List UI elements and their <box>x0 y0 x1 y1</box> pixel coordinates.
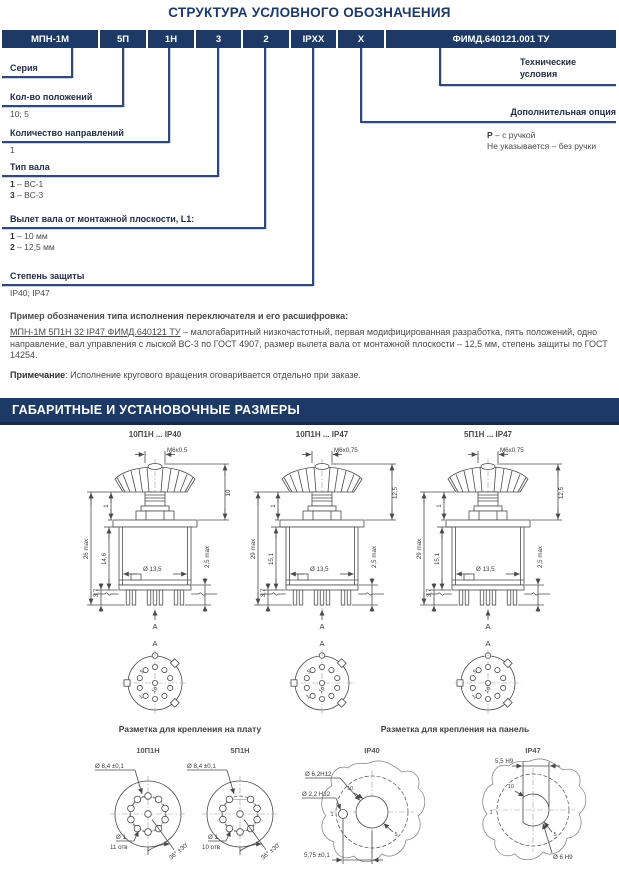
mounting-layouts <box>0 720 619 872</box>
m2-hole-count: 10 отв <box>202 844 221 851</box>
p1-main-dia: Ø 6,2H12 <box>305 771 332 778</box>
dial-1-2: 1 <box>305 693 312 701</box>
connector-overhang <box>264 48 266 229</box>
m1-ring-dia: Ø 8,4 ±0,1 <box>95 763 124 770</box>
view-arrow-label-1: A <box>152 622 158 631</box>
example-text: – малогабаритный низкочастотный, первая модифицированная разработка, пять положений, одно направление, вал управления с лыской ВС-3 по ГОСТ 4907, размер вылета вала от монтажной плоскости – 12,5 мм, степень защиты по ГОСТ 14254. <box>10 327 608 360</box>
dial-10-3: 10 <box>483 686 493 695</box>
drawing-ip40 <box>83 447 232 716</box>
connector-directions <box>168 48 170 143</box>
drawing-title-1: 10П1Н ... IP40 <box>128 430 182 439</box>
example-note <box>10 370 610 382</box>
dim-gap-2: 1 <box>270 504 277 508</box>
m1-hole-dia: Ø 1 <box>116 834 126 841</box>
view-title-3: A <box>485 639 491 648</box>
dim-body-3: 15,1 <box>434 552 441 566</box>
p2-flat-width: 5,5 H9 <box>495 758 514 765</box>
overhang-option-2: 2 – 12,5 мм <box>10 241 55 252</box>
dim-pin-length-1: 3,7 <box>93 588 100 598</box>
page-title: СТРУКТУРА УСЛОВНОГО ОБОЗНАЧЕНИЯ <box>168 5 451 20</box>
view-arrow-label-2: A <box>319 622 325 631</box>
dim-diameter-3: Ø 13,5 <box>476 566 495 573</box>
dim-bottom-zone-3: 2,5 max <box>537 545 544 569</box>
dim-knob-height-3: 12,5 <box>558 486 565 500</box>
field-label-protection: Степень защиты <box>10 271 85 281</box>
note-label: Примечание <box>10 370 66 380</box>
dial-5-1: 5 <box>139 668 146 676</box>
dial-10-1: 10 <box>150 686 160 695</box>
m2-hole-dia: Ø 1 <box>208 834 218 841</box>
connector-option <box>360 48 362 123</box>
field-value-shaft <box>10 179 43 200</box>
dim-total-3: 29 max <box>416 538 423 560</box>
p1-pin-dia: Ø 2,2 H12 <box>302 791 331 798</box>
connector-positions <box>122 48 124 107</box>
option-1: Р – с ручкой <box>487 130 536 140</box>
example-heading: Пример обозначения типа исполнения переключателя и его расшифровка: <box>10 311 349 321</box>
field-label-overhang: Вылет вала от монтажной плоскости, L1: <box>10 214 195 224</box>
connector-protection <box>312 48 314 286</box>
panel-mounting-title: Разметка для крепления на панель <box>380 724 530 734</box>
field-label-shaft: Тип вала <box>10 162 50 172</box>
designation-box-positions: 5П <box>100 30 146 48</box>
underline-shaft <box>2 175 218 177</box>
designation-box-series: МПН-1М <box>2 30 98 48</box>
p1-pos-5: 5 <box>394 832 398 838</box>
designation-box-overhang: 2 <box>243 30 289 48</box>
m1-hole-count: 11 отв <box>110 844 128 851</box>
dim-thread-3: M6x0,75 <box>500 447 524 454</box>
underline-option <box>361 121 616 123</box>
p2-hole-dia: Ø 6 H9 <box>553 854 573 861</box>
board-pattern-5p1n <box>187 763 282 862</box>
dimension-drawings <box>0 443 619 720</box>
dial-5-3: 5 <box>472 668 479 676</box>
example-code: МПН-1М 5П1Н 32 IP47 ФИМД.640121 ТУ <box>10 327 181 337</box>
field-value-overhang <box>10 231 55 252</box>
dim-gap-3: 1 <box>436 504 443 508</box>
dim-pin-length-2: 3,7 <box>260 588 267 598</box>
underline-directions <box>2 141 169 143</box>
m1-angle: 36° ±30' <box>167 841 190 862</box>
dim-body-2: 15,1 <box>268 552 275 566</box>
connector-seria <box>71 48 73 78</box>
dim-diameter-2: Ø 13,5 <box>310 566 329 573</box>
p2-pos-5: 5 <box>553 832 557 838</box>
m2-ring-dia: Ø 8,4 ±0,1 <box>187 763 216 770</box>
m2-angle: 36° ±30' <box>259 841 282 862</box>
drawing-title-2: 10П1Н ... IP47 <box>295 430 349 439</box>
dim-knob-height-1: 10 <box>225 489 232 497</box>
underline-overhang <box>2 227 265 229</box>
designation-box-ip: IPXX <box>291 30 336 48</box>
underline-seria <box>2 76 72 78</box>
dim-diameter-1: Ø 13,5 <box>143 566 162 573</box>
p1-pos-10: 10 <box>346 786 354 792</box>
shaft-option-1: 1 – ВС-1 <box>10 179 44 189</box>
dim-gap-1: 1 <box>103 504 110 508</box>
p1-pos-1: 1 <box>330 812 334 818</box>
dim-bottom-zone-2: 2,5 max <box>371 545 378 569</box>
dial-10-2: 10 <box>317 686 327 695</box>
overhang-option-1: 1 – 10 мм <box>10 231 48 241</box>
field-label-positions: Кол-во положений <box>10 92 93 102</box>
drawing-ip47-10p <box>250 447 399 716</box>
designation-box-option: X <box>338 30 384 48</box>
connector-shaft <box>217 48 219 177</box>
field-label-seria: Серия <box>10 63 38 73</box>
section-banner <box>0 398 619 425</box>
view-title-1: A <box>152 639 158 648</box>
example-paragraph <box>10 327 614 362</box>
field-label-tu: Технические условия <box>520 57 577 79</box>
dim-body-1: 14,6 <box>101 552 108 566</box>
panel-cutout-ip40 <box>302 761 425 864</box>
section-banner-title: ГАБАРИТНЫЕ И УСТАНОВОЧНЫЕ РАЗМЕРЫ <box>12 403 301 417</box>
field-value-option <box>487 130 596 151</box>
dim-thread-2: M6x0,75 <box>334 447 358 454</box>
board-m1-title: 10П1Н <box>136 746 160 755</box>
underline-tu <box>440 84 616 86</box>
board-pattern-10p1n <box>95 763 190 862</box>
dial-1-3: 1 <box>471 693 478 701</box>
designation-box-tu: ФИМД.640121.001 ТУ <box>386 30 616 48</box>
p1-offset: 5,75 ±0,1 <box>304 852 330 859</box>
dial-5-2: 5 <box>306 668 313 676</box>
dim-thread-1: M6x0,5 <box>167 447 188 454</box>
drawing-ip47-5p <box>416 447 565 716</box>
panel-cutout-ip47 <box>483 758 586 861</box>
field-value-directions: 1 <box>10 145 15 155</box>
underline-positions <box>2 105 123 107</box>
panel-p2-title: IP47 <box>525 746 541 755</box>
field-value-protection: IP40; IP47 <box>10 288 50 298</box>
field-value-positions: 10; 5 <box>10 109 29 119</box>
connector-tu <box>439 48 441 86</box>
view-title-2: A <box>319 639 325 648</box>
board-mounting-title: Разметка для крепления на плату <box>118 724 262 734</box>
shaft-option-2: 3 – ВС-3 <box>10 189 44 200</box>
note-text: : Исполнение кругового вращения оговаривается отдельно при заказе. <box>65 370 361 380</box>
designation-box-shaft: 3 <box>196 30 241 48</box>
dim-knob-height-2: 12,5 <box>392 486 399 500</box>
dial-1-1: 1 <box>138 693 145 701</box>
underline-protection <box>2 284 313 286</box>
dim-bottom-zone-1: 2,5 max <box>204 545 211 569</box>
dim-total-1: 26 max <box>83 538 90 560</box>
p2-pos-1: 1 <box>489 810 493 816</box>
drawing-title-3: 5П1Н ... IP47 <box>464 430 512 439</box>
dim-total-2: 29 max <box>250 538 257 560</box>
p2-pos-10: 10 <box>507 784 515 790</box>
designation-box-directions: 1Н <box>148 30 194 48</box>
board-m2-title: 5П1Н <box>230 746 250 755</box>
panel-p1-title: IP40 <box>364 746 380 755</box>
option-2: Не указывается – без ручки <box>487 140 597 151</box>
field-label-option: Дополнительная опция <box>510 107 616 117</box>
dim-pin-length-3: 3,7 <box>426 588 433 598</box>
field-label-directions: Количество направлений <box>10 128 124 138</box>
view-arrow-label-3: A <box>485 622 491 631</box>
